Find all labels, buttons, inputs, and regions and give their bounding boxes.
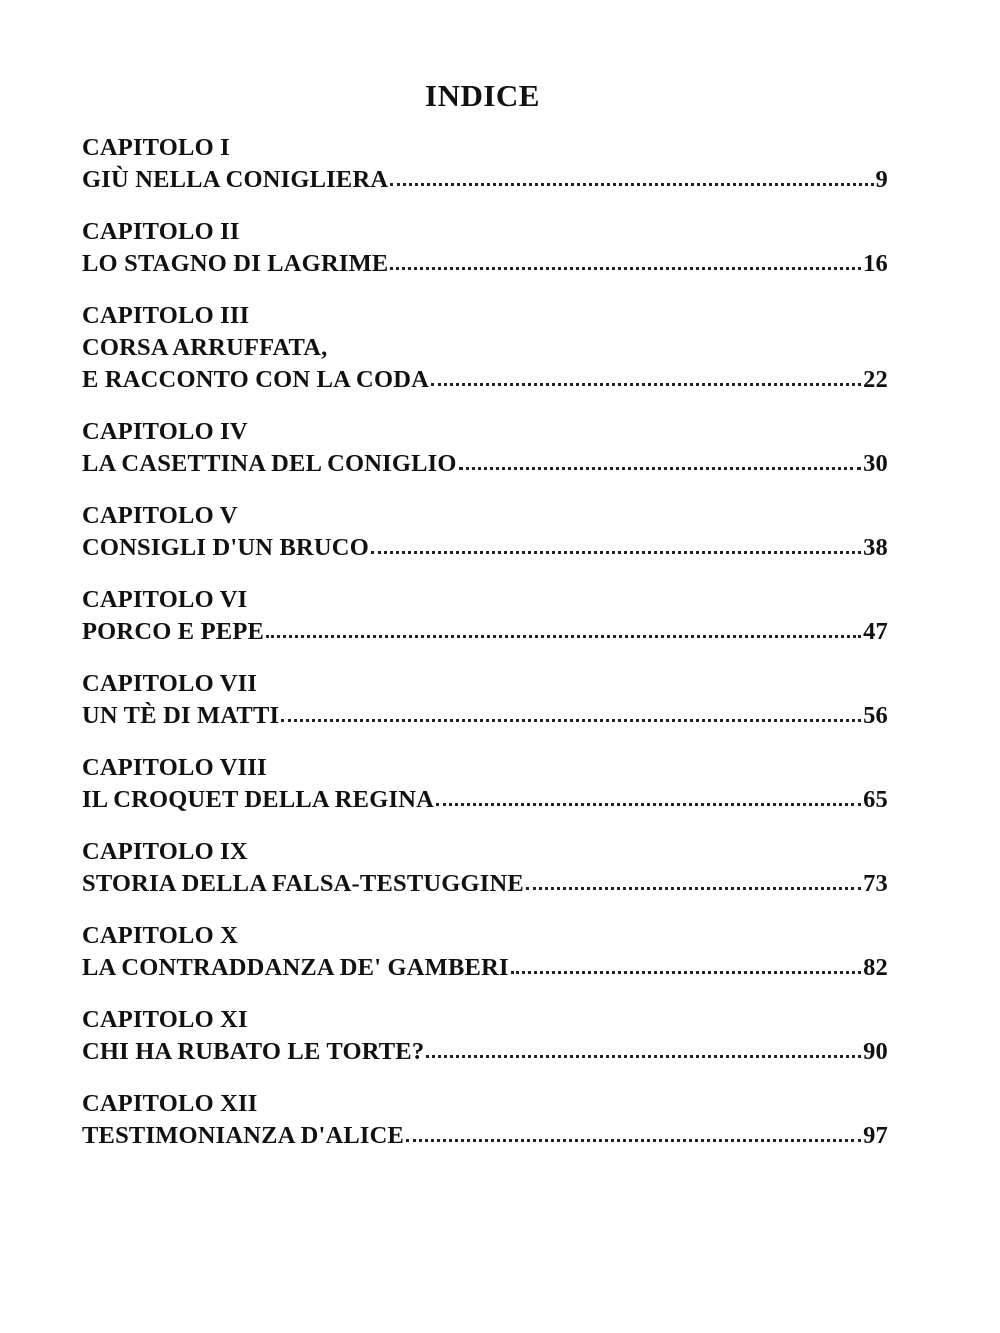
toc-entry <box>82 1088 888 1152</box>
dot-leader <box>390 251 861 271</box>
page-number: 9 <box>875 166 888 193</box>
chapter-label: CAPITOLO VIII <box>82 754 267 781</box>
page-number: 90 <box>863 1038 888 1065</box>
chapter-title: LO STAGNO DI LAGRIME <box>82 250 389 277</box>
dot-leader <box>511 955 861 975</box>
chapter-label: CAPITOLO XII <box>82 1090 258 1117</box>
chapter-label: CAPITOLO V <box>82 502 238 529</box>
page-number: 73 <box>863 870 888 897</box>
toc-row <box>82 1120 888 1152</box>
toc-entry <box>82 920 888 984</box>
page-number: 65 <box>863 786 888 813</box>
chapter-title: IL CROQUET DELLA REGINA <box>82 786 435 813</box>
dot-leader <box>406 1123 861 1143</box>
page-number: 30 <box>863 450 888 477</box>
dot-leader <box>459 451 861 471</box>
chapter-title: LA CASETTINA DEL CONIGLIO <box>82 450 457 477</box>
page-number: 82 <box>863 954 888 981</box>
dot-leader <box>436 787 861 807</box>
page-number: 22 <box>863 366 888 393</box>
chapter-label: CAPITOLO IX <box>82 838 248 865</box>
page-title: INDICE <box>425 78 540 113</box>
toc-row <box>82 952 888 984</box>
toc-entry <box>82 416 888 480</box>
chapter-label: CAPITOLO XI <box>82 1006 248 1033</box>
toc-row <box>82 868 888 900</box>
chapter-title: UN TÈ DI MATTI <box>82 702 280 729</box>
chapter-title: CHI HA RUBATO LE TORTE? <box>82 1038 425 1065</box>
toc-row <box>82 784 888 816</box>
page-number: 97 <box>863 1122 888 1149</box>
chapter-label: CAPITOLO IV <box>82 418 248 445</box>
toc-entry <box>82 132 888 196</box>
chapter-title: GIÙ NELLA CONIGLIERA <box>82 166 389 193</box>
page-number: 16 <box>863 250 888 277</box>
table-of-contents <box>82 132 888 1172</box>
dot-leader <box>426 1039 861 1059</box>
dot-leader <box>371 535 861 555</box>
chapter-label: CAPITOLO VI <box>82 586 248 613</box>
toc-row <box>82 364 888 396</box>
toc-row <box>82 616 888 648</box>
chapter-title: CONSIGLI D'UN BRUCO <box>82 534 369 561</box>
toc-entry <box>82 300 888 396</box>
toc-entry <box>82 584 888 648</box>
chapter-title: PORCO E PEPE <box>82 618 265 645</box>
chapter-title: TESTIMONIANZA D'ALICE <box>82 1122 405 1149</box>
toc-row <box>82 1036 888 1068</box>
chapter-label: CAPITOLO III <box>82 302 250 329</box>
chapter-title: E RACCONTO CON LA CODA <box>82 366 429 393</box>
chapter-label: CAPITOLO X <box>82 922 239 949</box>
dot-leader <box>431 367 861 387</box>
toc-entry <box>82 668 888 732</box>
chapter-label: CAPITOLO VII <box>82 670 258 697</box>
toc-entry <box>82 500 888 564</box>
toc-entry <box>82 836 888 900</box>
page-number: 56 <box>863 702 888 729</box>
chapter-title-line: CORSA ARRUFFATA, <box>82 334 328 361</box>
chapter-title: LA CONTRADDANZA DE' GAMBERI <box>82 954 509 981</box>
toc-entry <box>82 1004 888 1068</box>
toc-row <box>82 248 888 280</box>
dot-leader <box>526 871 861 891</box>
page-number: 38 <box>863 534 888 561</box>
toc-entry <box>82 752 888 816</box>
dot-leader <box>266 619 861 639</box>
dot-leader <box>390 167 873 187</box>
page-number: 47 <box>863 618 888 645</box>
toc-row <box>82 700 888 732</box>
toc-row <box>82 532 888 564</box>
toc-entry <box>82 216 888 280</box>
toc-row <box>82 164 888 196</box>
chapter-title: STORIA DELLA FALSA-TESTUGGINE <box>82 870 524 897</box>
toc-row <box>82 448 888 480</box>
dot-leader <box>281 703 861 723</box>
chapter-label: CAPITOLO I <box>82 134 230 161</box>
chapter-label: CAPITOLO II <box>82 218 240 245</box>
